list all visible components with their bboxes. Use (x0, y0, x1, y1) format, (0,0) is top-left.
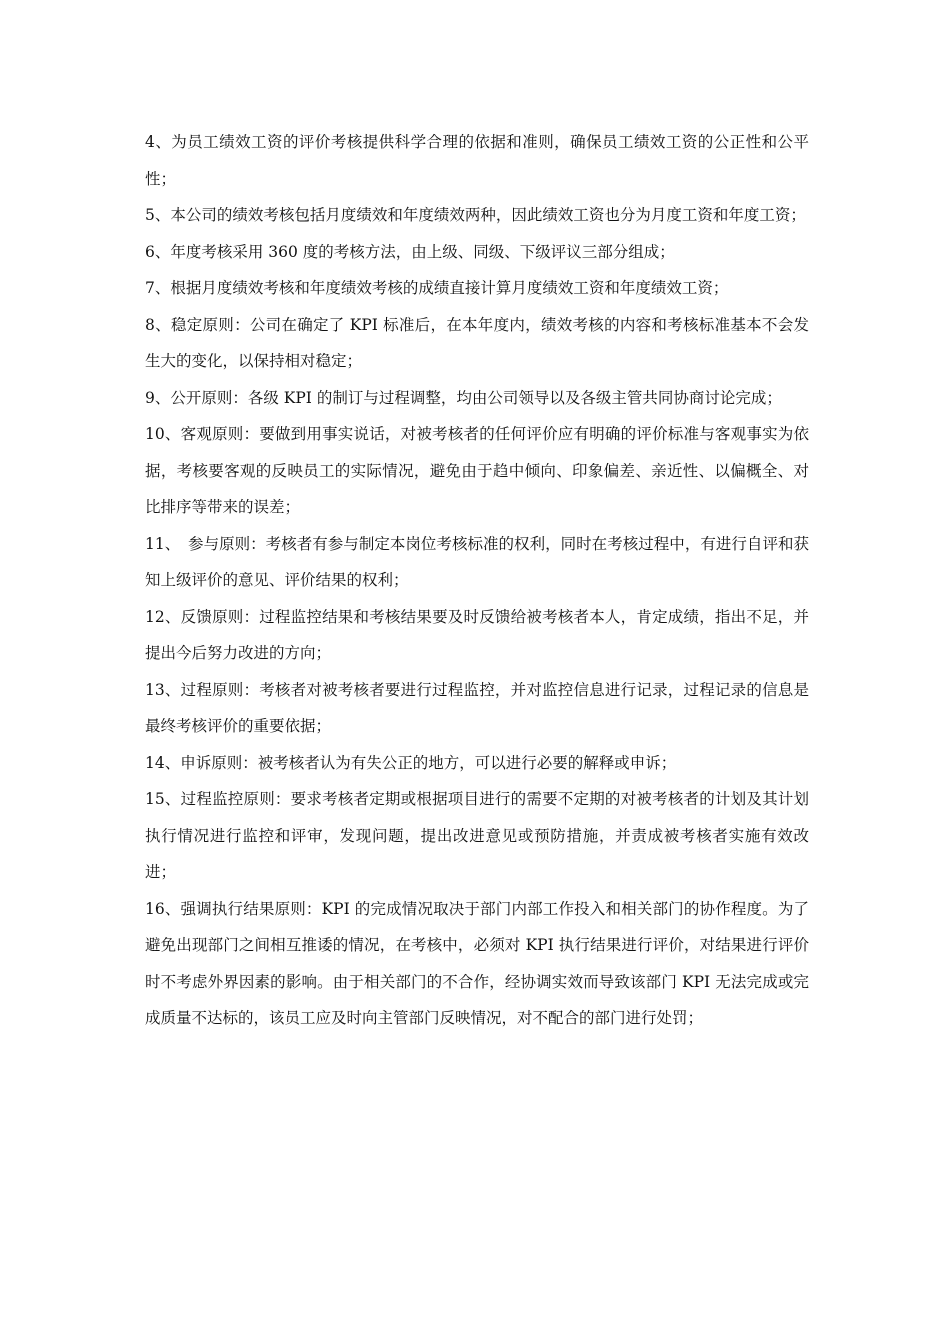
list-item-13: 13、过程原则：考核者对被考核者要进行过程监控，并对监控信息进行记录，过程记录的信息是最终考核评价的重要依据； (145, 680, 809, 735)
list-item-10: 10、客观原则：要做到用事实说话，对被考核者的任何评价应有明确的评价标准与客观事实为依据，考核要客观的反映员工的实际情况，避免由于趋中倾向、印象偏差、亲近性、以偏概全、对比排序等带来的误差； (145, 425, 809, 516)
list-item-8: 8、稳定原则：公司在确定了 KPI 标准后，在本年度内，绩效考核的内容和考核标准基本不会发生大的变化，以保持相对稳定； (145, 315, 809, 370)
list-item-6: 6、年度考核采用 360 度的考核方法，由上级、同级、下级评议三部分组成； (145, 242, 675, 261)
list-item-11: 11、 参与原则：考核者有参与制定本岗位考核标准的权利，同时在考核过程中，有进行自评和获知上级评价的意见、评价结果的权利； (145, 534, 809, 589)
document-body (145, 124, 809, 1037)
list-item-14: 14、申诉原则：被考核者认为有失公正的地方，可以进行必要的解释或申诉； (145, 753, 677, 772)
list-item-5: 5、本公司的绩效考核包括月度绩效和年度绩效两种，因此绩效工资也分为月度工资和年度工资； (145, 206, 806, 224)
list-item-7: 7、根据月度绩效考核和年度绩效考核的成绩直接计算月度绩效工资和年度绩效工资； (145, 279, 729, 297)
list-item-12: 12、反馈原则：过程监控结果和考核结果要及时反馈给被考核者本人，肯定成绩，指出不足，并提出今后努力改进的方向； (145, 607, 809, 662)
list-item-16: 16、强调执行结果原则：KPI 的完成情况取决于部门内部工作投入和相关部门的协作程度。为了避免出现部门之间相互推诿的情况，在考核中，必须对 KPI 执行结果进行评价，对结果进行评价时不考虑外界因素的影响。由于相关部门的不合作，经协调实效而导致该部门 KPI 无法完成或完成质量不达标的，该员工应及时向主管部门反映情况，对不配合的部门进行处罚； (145, 899, 809, 1027)
list-item-9: 9、公开原则：各级 KPI 的制订与过程调整，均由公司领导以及各级主管共同协商讨论完成； (145, 388, 782, 407)
list-item-15: 15、过程监控原则：要求考核者定期或根据项目进行的需要不定期的对被考核者的计划及其计划执行情况进行监控和评审，发现问题，提出改进意见或预防措施，并责成被考核者实施有效改进； (145, 790, 809, 881)
list-item-4: 4、为员工绩效工资的评价考核提供科学合理的依据和准则，确保员工绩效工资的公正性和公平性； (145, 133, 809, 188)
